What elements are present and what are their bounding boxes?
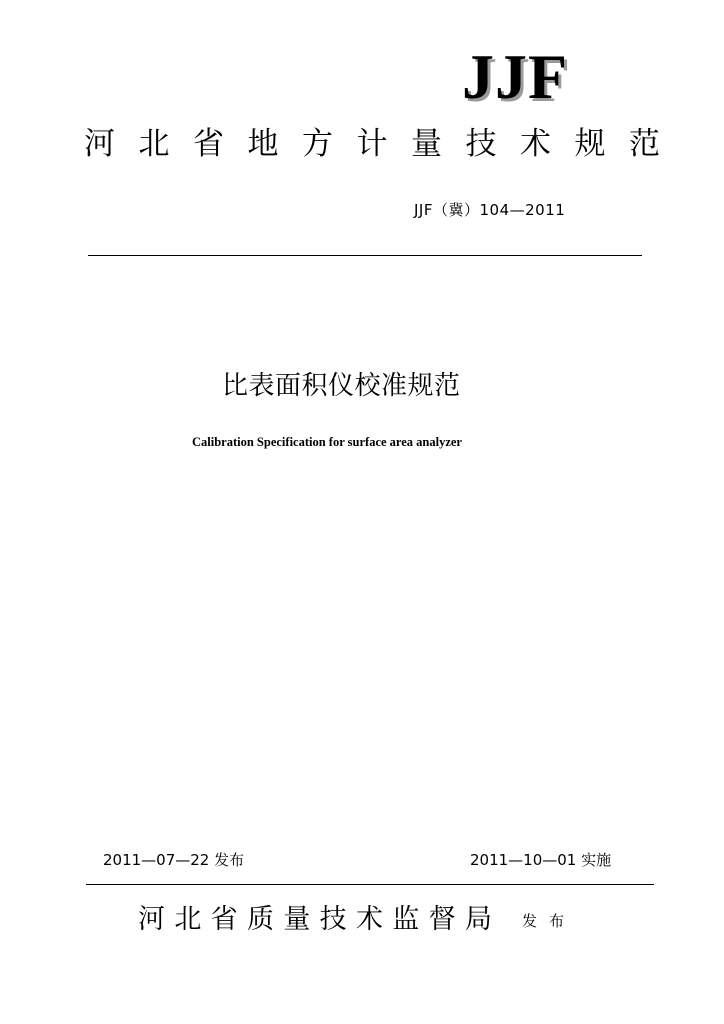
series-title-char: 省 [193,126,224,162]
issue-date: 2011—07—22 发布 [103,851,245,869]
issuer-char: 量 [283,904,311,935]
jjf-logo: JJF [462,41,569,112]
series-title-char: 范 [629,126,660,162]
issue-verb [522,910,564,932]
issuer-char: 技 [319,904,347,935]
standard-number: JJF（冀）104—2011 [414,201,566,219]
series-title-char: 技 [465,126,497,162]
series-title-char: 规 [574,126,606,162]
document-title: 比表面积仪校准规范 [222,371,461,401]
issuer-char: 北 [174,904,202,935]
series-title-char: 河 [84,126,115,162]
series-title-char: 方 [302,126,333,162]
top-divider [88,255,642,256]
series-title-char: 计 [356,126,388,162]
issuer-char: 督 [428,904,456,935]
issue-verb-char: 发 [522,912,538,930]
document-subtitle-english: Calibration Specification for surface area analyzer [192,435,462,449]
issuer-char: 省 [210,904,238,935]
issuer-char: 监 [392,904,420,935]
series-title-char: 地 [247,126,279,162]
bottom-divider [86,884,654,885]
issue-verb-char: 布 [548,912,564,930]
series-title [84,122,660,166]
issuing-authority [138,900,492,940]
series-title-char: 量 [411,126,442,162]
issuer-char: 术 [355,904,383,935]
issuer-char: 局 [464,904,492,935]
issuer-char: 河 [138,904,165,935]
issuer-char: 质 [246,904,274,935]
series-title-char: 术 [520,126,551,162]
effective-date: 2011—10—01 实施 [470,851,612,869]
series-title-char: 北 [138,126,170,162]
